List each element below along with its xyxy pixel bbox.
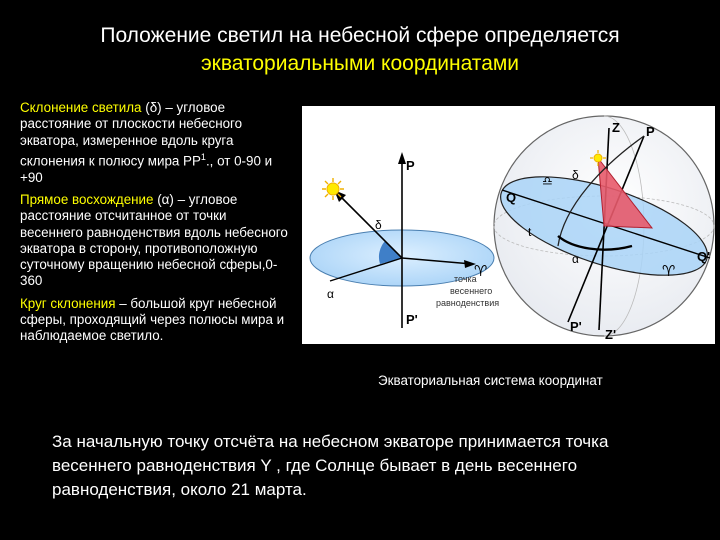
- left-label-p: P: [406, 158, 415, 173]
- vernal-point-line-2: весеннего: [450, 286, 493, 296]
- term-declination: Склонение светила: [20, 100, 142, 115]
- sup-declination: 1: [200, 151, 206, 162]
- left-axis-arrow: [398, 152, 406, 164]
- right-label-alpha: α: [572, 252, 579, 266]
- right-label-delta: δ: [572, 168, 579, 182]
- sun-icon: [322, 178, 344, 200]
- right-diagram: [490, 116, 715, 342]
- definition-right-ascension: [20, 192, 292, 290]
- right-label-q: Q: [506, 190, 517, 205]
- text-declination: – угловое расстояние от плоскости небесного экватора, измеренное вдоль круга склонения к полюсу мира PP: [20, 100, 243, 169]
- right-label-p: P: [646, 124, 655, 139]
- right-label-q-prime: Q': [697, 249, 711, 264]
- coordinate-figure: [302, 106, 715, 344]
- figure-caption: Экваториальная система координат: [378, 373, 603, 388]
- left-label-delta: δ: [375, 218, 382, 232]
- right-label-p-prime: P': [570, 319, 582, 334]
- left-diagram: [310, 152, 499, 328]
- bottom-paragraph: За начальную точку отсчёта на небесном экваторе принимается точка весеннего равноденствия Υ , где Солнце бывает в день весеннего равноденствия, около 21 марта.: [52, 432, 609, 499]
- right-label-libra: ♎: [542, 174, 553, 188]
- left-label-p-prime: P': [406, 312, 418, 327]
- title-line-2: экваториальными координатами: [200, 52, 520, 75]
- text-hour-circle: – большой круг небесной сферы, проходящий через полюсы мира и наблюдаемое светило.: [20, 295, 285, 344]
- right-label-aries: ♈: [662, 263, 676, 280]
- coordinate-diagram: [302, 106, 715, 344]
- slide-title: [0, 22, 720, 78]
- symbol-right-ascension: (α): [157, 191, 174, 207]
- definition-declination: [20, 100, 292, 186]
- term-hour-circle: Круг склонения: [20, 295, 116, 311]
- title-line-1: Положение светил на небесной сфере определяется: [100, 24, 620, 47]
- left-label-aries: ♈: [474, 263, 488, 280]
- vernal-point-line-1: точка: [454, 274, 477, 284]
- tail-declination: ., от 0-90 и +90: [20, 153, 273, 185]
- definitions-block: [20, 100, 292, 351]
- vernal-point-line-3: равноденствия: [436, 298, 500, 308]
- symbol-declination: (δ): [145, 100, 162, 115]
- left-label-alpha: α: [327, 287, 334, 301]
- term-right-ascension: Прямое восхождение: [20, 191, 154, 207]
- text-right-ascension: – угловое расстояние отсчитанное от точки весеннего равноденствия вдоль небесного экватора в сторону, противоположную суточному вращению небесной сферы,0-360: [20, 191, 288, 289]
- right-label-z-prime: Z': [605, 327, 617, 342]
- definition-hour-circle: [20, 296, 292, 345]
- right-label-t: t: [528, 225, 532, 239]
- right-label-z: Z: [612, 120, 620, 135]
